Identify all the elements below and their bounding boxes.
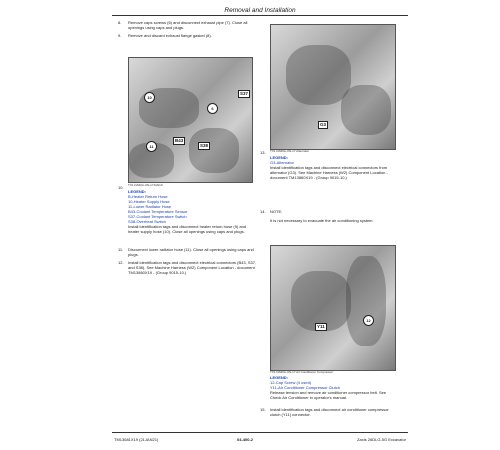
legend-item: 10-Heater Supply Hose	[128, 199, 170, 204]
note-text: It is not necessary to evacuate the air conditioning system.	[270, 218, 374, 223]
step-13-number	[260, 150, 270, 155]
legend-item: S38-Overheat Switch	[128, 219, 166, 224]
legend-item: S37-Coolant Temperature Switch	[128, 214, 187, 219]
photo3-caption: TX1 DA60A-UN-17 Air Conditioner Compressor	[270, 370, 334, 374]
manual-page	[112, 0, 408, 450]
step-text: Remove caps screws (6) and disconnect exhaust pipe (7). Close all openings using caps and plugs.	[128, 20, 248, 30]
callout-s37: S37	[240, 91, 249, 96]
step-14	[260, 209, 398, 233]
photo-shading	[286, 45, 351, 105]
legend-title: LEGEND:	[270, 375, 288, 380]
footer-doc-id: TM13681X19 (21JAN21)	[114, 437, 159, 442]
step-15	[260, 407, 398, 418]
step10-legend	[128, 189, 252, 234]
photo-shading	[189, 128, 239, 173]
step-number: 14.	[260, 209, 266, 214]
legend-item: 12-Cap Screw (4 used)	[270, 380, 312, 385]
legend-item: Y11-Air Conditioner Compressor Clutch	[270, 385, 340, 390]
step-12	[118, 260, 258, 286]
engine-hoses-photo	[128, 57, 253, 183]
alternator-photo	[270, 24, 396, 150]
callout-12: 12	[363, 315, 374, 326]
step-number: 15.	[260, 407, 266, 412]
photo1-caption: TX1 DA60A-UN-17JAN19	[128, 183, 163, 187]
note-label: NOTE:	[270, 209, 283, 214]
legend-title: LEGEND:	[270, 155, 288, 160]
photo2-caption: TX1 DA60A-UN-17 Alternator	[270, 149, 310, 153]
section-header: Removal and Installation	[112, 6, 408, 16]
step-9	[118, 33, 258, 39]
callout-s38: S38	[200, 143, 209, 148]
photo-shading	[341, 85, 391, 135]
step10-text: Install identification tags and disconnect heater return hose (9) and heater supply hose (10). Close all openings using caps and plugs.	[128, 224, 247, 234]
callout-10: 10	[144, 92, 155, 103]
step-text: Install identification tags and disconnect electrical connectors (B43, S37, and S38). See Machine Harness (W2) Component Location - document TM13860X19 - (Group 9015-10.)	[128, 260, 257, 275]
compressor-text: Release tension and remove air conditioner compressor belt. See Check Air Conditioner in operator's manual.	[270, 390, 387, 400]
step-text: Remove and discard exhaust flange gasket (8).	[128, 33, 212, 38]
legend-item: B-Heater Return Hose	[128, 194, 168, 199]
callout-11: 11	[146, 141, 157, 152]
page-footer	[112, 432, 408, 447]
legend-title: LEGEND:	[128, 189, 146, 194]
callout-y11: Y11	[317, 324, 325, 329]
step-number: 10.	[118, 185, 124, 190]
footer-model: Zaxis 26DLG-5G Excavator	[357, 437, 406, 442]
photo-shading	[291, 271, 351, 331]
legend-item: 11-Lower Radiator Hose	[128, 204, 172, 209]
step-number: 8.	[118, 20, 122, 25]
step-number: 9.	[118, 33, 122, 38]
compressor-legend	[270, 375, 398, 400]
compressor-photo	[270, 245, 396, 371]
step-text: Install identification tags and disconnect air conditioner compressor clutch (Y11) connector.	[270, 407, 389, 417]
callout-6: 6	[207, 103, 218, 114]
step-number: 13.	[260, 150, 266, 155]
callout-b43: B43	[175, 138, 184, 143]
photo-shading	[346, 256, 386, 346]
step-number: 12.	[118, 260, 124, 265]
legend-item: G3-Alternator	[270, 160, 295, 165]
step-8	[118, 20, 258, 31]
callout-g3: G3	[320, 122, 327, 127]
step-number: 11.	[118, 247, 124, 252]
footer-page-number: 04-400-2	[237, 437, 254, 442]
legend-item: B43-Coolant Temperature Sensor	[128, 209, 188, 214]
step-text: Disconnect lower radiator hose (11). Close all openings using caps and plugs.	[128, 247, 254, 257]
step13-legend	[270, 155, 398, 180]
step-11	[118, 247, 258, 258]
step-10-number	[118, 185, 128, 190]
step13-text: Install identification tags and disconnect electrical connectors from alternator (G3). See Machine Harness (W2) Component Location - document TM13860X19 - (Group 9015-10.)	[270, 165, 388, 180]
